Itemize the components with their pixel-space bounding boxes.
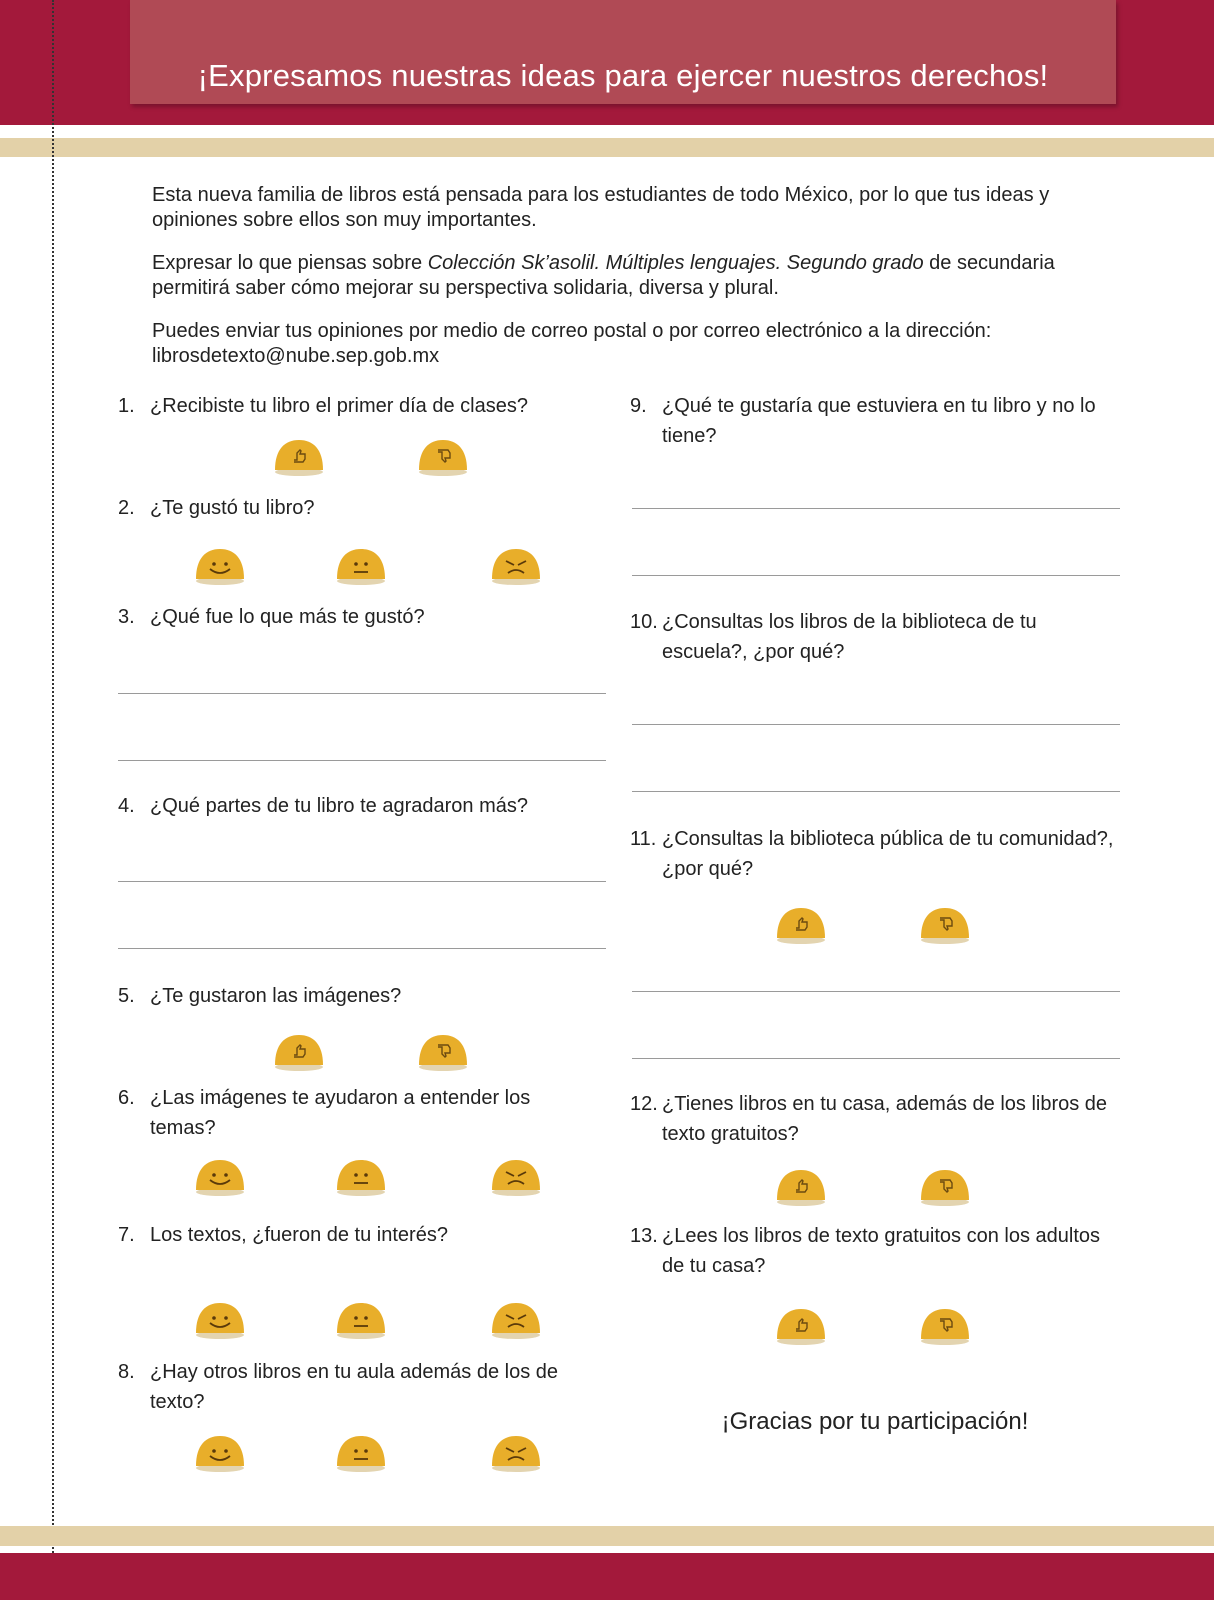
answer-line[interactable] <box>118 693 606 694</box>
intro-paragraph-1: Esta nueva familia de libros está pensada para los estudiantes de todo México, por lo que tus ideas y opiniones sobre ellos son muy importantes. <box>152 184 1050 231</box>
neutral-face-icon[interactable] <box>334 1300 388 1340</box>
question-number: 5. <box>118 985 135 1007</box>
happy-face-icon[interactable] <box>193 1433 247 1473</box>
footer-stripe <box>0 1526 1214 1546</box>
angry-face-icon[interactable] <box>489 546 543 586</box>
neutral-face-icon[interactable] <box>334 1157 388 1197</box>
neutral-face-icon[interactable] <box>334 1433 388 1473</box>
question-text: ¿Qué partes de tu libro te agradaron más? <box>150 795 528 817</box>
header-title-box <box>130 0 1116 104</box>
angry-face-icon[interactable] <box>489 1433 543 1473</box>
answer-line[interactable] <box>118 881 606 882</box>
answer-line[interactable] <box>632 508 1120 509</box>
question-number: 2. <box>118 497 135 519</box>
question-text: ¿Las imágenes te ayudaron a entender los temas? <box>150 1087 531 1139</box>
thumbs-up-icon[interactable] <box>774 1167 828 1207</box>
question-text: ¿Hay otros libros en tu aula además de los de texto? <box>150 1361 558 1413</box>
question-7 <box>118 1220 598 1250</box>
question-number: 11. <box>630 828 657 850</box>
question-number: 13. <box>630 1225 658 1247</box>
answer-line[interactable] <box>632 791 1120 792</box>
neutral-face-icon[interactable] <box>334 546 388 586</box>
question-4 <box>118 791 598 821</box>
question-text: ¿Consultas la biblioteca pública de tu comunidad?, ¿por qué? <box>662 828 1114 880</box>
thumbs-down-icon[interactable] <box>416 437 470 477</box>
thumbs-up-icon[interactable] <box>774 1306 828 1346</box>
question-text: ¿Tienes libros en tu casa, además de los libros de texto gratuitos? <box>662 1093 1108 1145</box>
intro-text: Expresar lo que piensas sobre <box>152 252 428 274</box>
answer-line[interactable] <box>632 1058 1120 1059</box>
question-3 <box>118 602 598 632</box>
cut-line <box>52 0 54 1600</box>
angry-face-icon[interactable] <box>489 1157 543 1197</box>
answer-line[interactable] <box>632 991 1120 992</box>
thumbs-up-icon[interactable] <box>272 437 326 477</box>
question-8 <box>118 1357 598 1417</box>
answer-line[interactable] <box>118 760 606 761</box>
question-text: ¿Qué te gustaría que estuviera en tu libro y no lo tiene? <box>662 395 1096 447</box>
question-2 <box>118 493 598 523</box>
question-number: 3. <box>118 606 135 628</box>
question-number: 9. <box>630 395 647 417</box>
thumbs-down-icon[interactable] <box>918 905 972 945</box>
angry-face-icon[interactable] <box>489 1300 543 1340</box>
header-stripe <box>0 138 1214 157</box>
question-text: ¿Lees los libros de texto gratuitos con los adultos de tu casa? <box>662 1225 1101 1277</box>
answer-line[interactable] <box>632 724 1120 725</box>
thumbs-down-icon[interactable] <box>918 1167 972 1207</box>
thumbs-up-icon[interactable] <box>774 905 828 945</box>
question-6 <box>118 1083 598 1143</box>
question-9 <box>630 391 1120 451</box>
question-12 <box>630 1089 1120 1149</box>
thanks-message: ¡Gracias por tu participación! <box>721 1408 1029 1435</box>
page-title: ¡Expresamos nuestras ideas para ejercer nuestros derechos! <box>197 58 1049 93</box>
question-text: ¿Te gustaron las imágenes? <box>150 985 402 1007</box>
thumbs-up-icon[interactable] <box>272 1032 326 1072</box>
question-number: 7. <box>118 1224 135 1246</box>
question-number: 1. <box>118 395 135 417</box>
happy-face-icon[interactable] <box>193 546 247 586</box>
question-number: 12. <box>630 1093 658 1115</box>
question-text: Los textos, ¿fueron de tu interés? <box>150 1224 448 1246</box>
question-text: ¿Qué fue lo que más te gustó? <box>150 606 425 628</box>
question-1 <box>118 391 598 421</box>
question-text: ¿Consultas los libros de la biblioteca de tu escuela?, ¿por qué? <box>662 611 1037 663</box>
intro-text: de secundaria permitirá saber cómo mejorar su perspectiva solidaria, diversa y plural. <box>152 252 1055 299</box>
answer-line[interactable] <box>632 575 1120 576</box>
footer-band <box>0 1553 1214 1600</box>
answer-line[interactable] <box>118 948 606 949</box>
question-number: 4. <box>118 795 135 817</box>
question-text: ¿Recibiste tu libro el primer día de clases? <box>150 395 528 417</box>
question-5 <box>118 981 598 1011</box>
thumbs-down-icon[interactable] <box>416 1032 470 1072</box>
question-11 <box>630 824 1120 884</box>
happy-face-icon[interactable] <box>193 1157 247 1197</box>
question-number: 8. <box>118 1361 135 1383</box>
intro-paragraph-3: Puedes enviar tus opiniones por medio de correo postal o por correo electrónico a la dirección: librosdetexto@nube.sep.gob.mx <box>152 320 992 367</box>
intro-paragraph-2 <box>152 251 1112 301</box>
question-text: ¿Te gustó tu libro? <box>150 497 315 519</box>
happy-face-icon[interactable] <box>193 1300 247 1340</box>
book-title: Colección Sk’asolil. Múltiples lenguajes. Segundo grado <box>427 252 924 274</box>
question-10 <box>630 607 1120 667</box>
question-number: 10. <box>630 611 658 633</box>
question-number: 6. <box>118 1087 135 1109</box>
question-13 <box>630 1221 1120 1281</box>
thumbs-down-icon[interactable] <box>918 1306 972 1346</box>
